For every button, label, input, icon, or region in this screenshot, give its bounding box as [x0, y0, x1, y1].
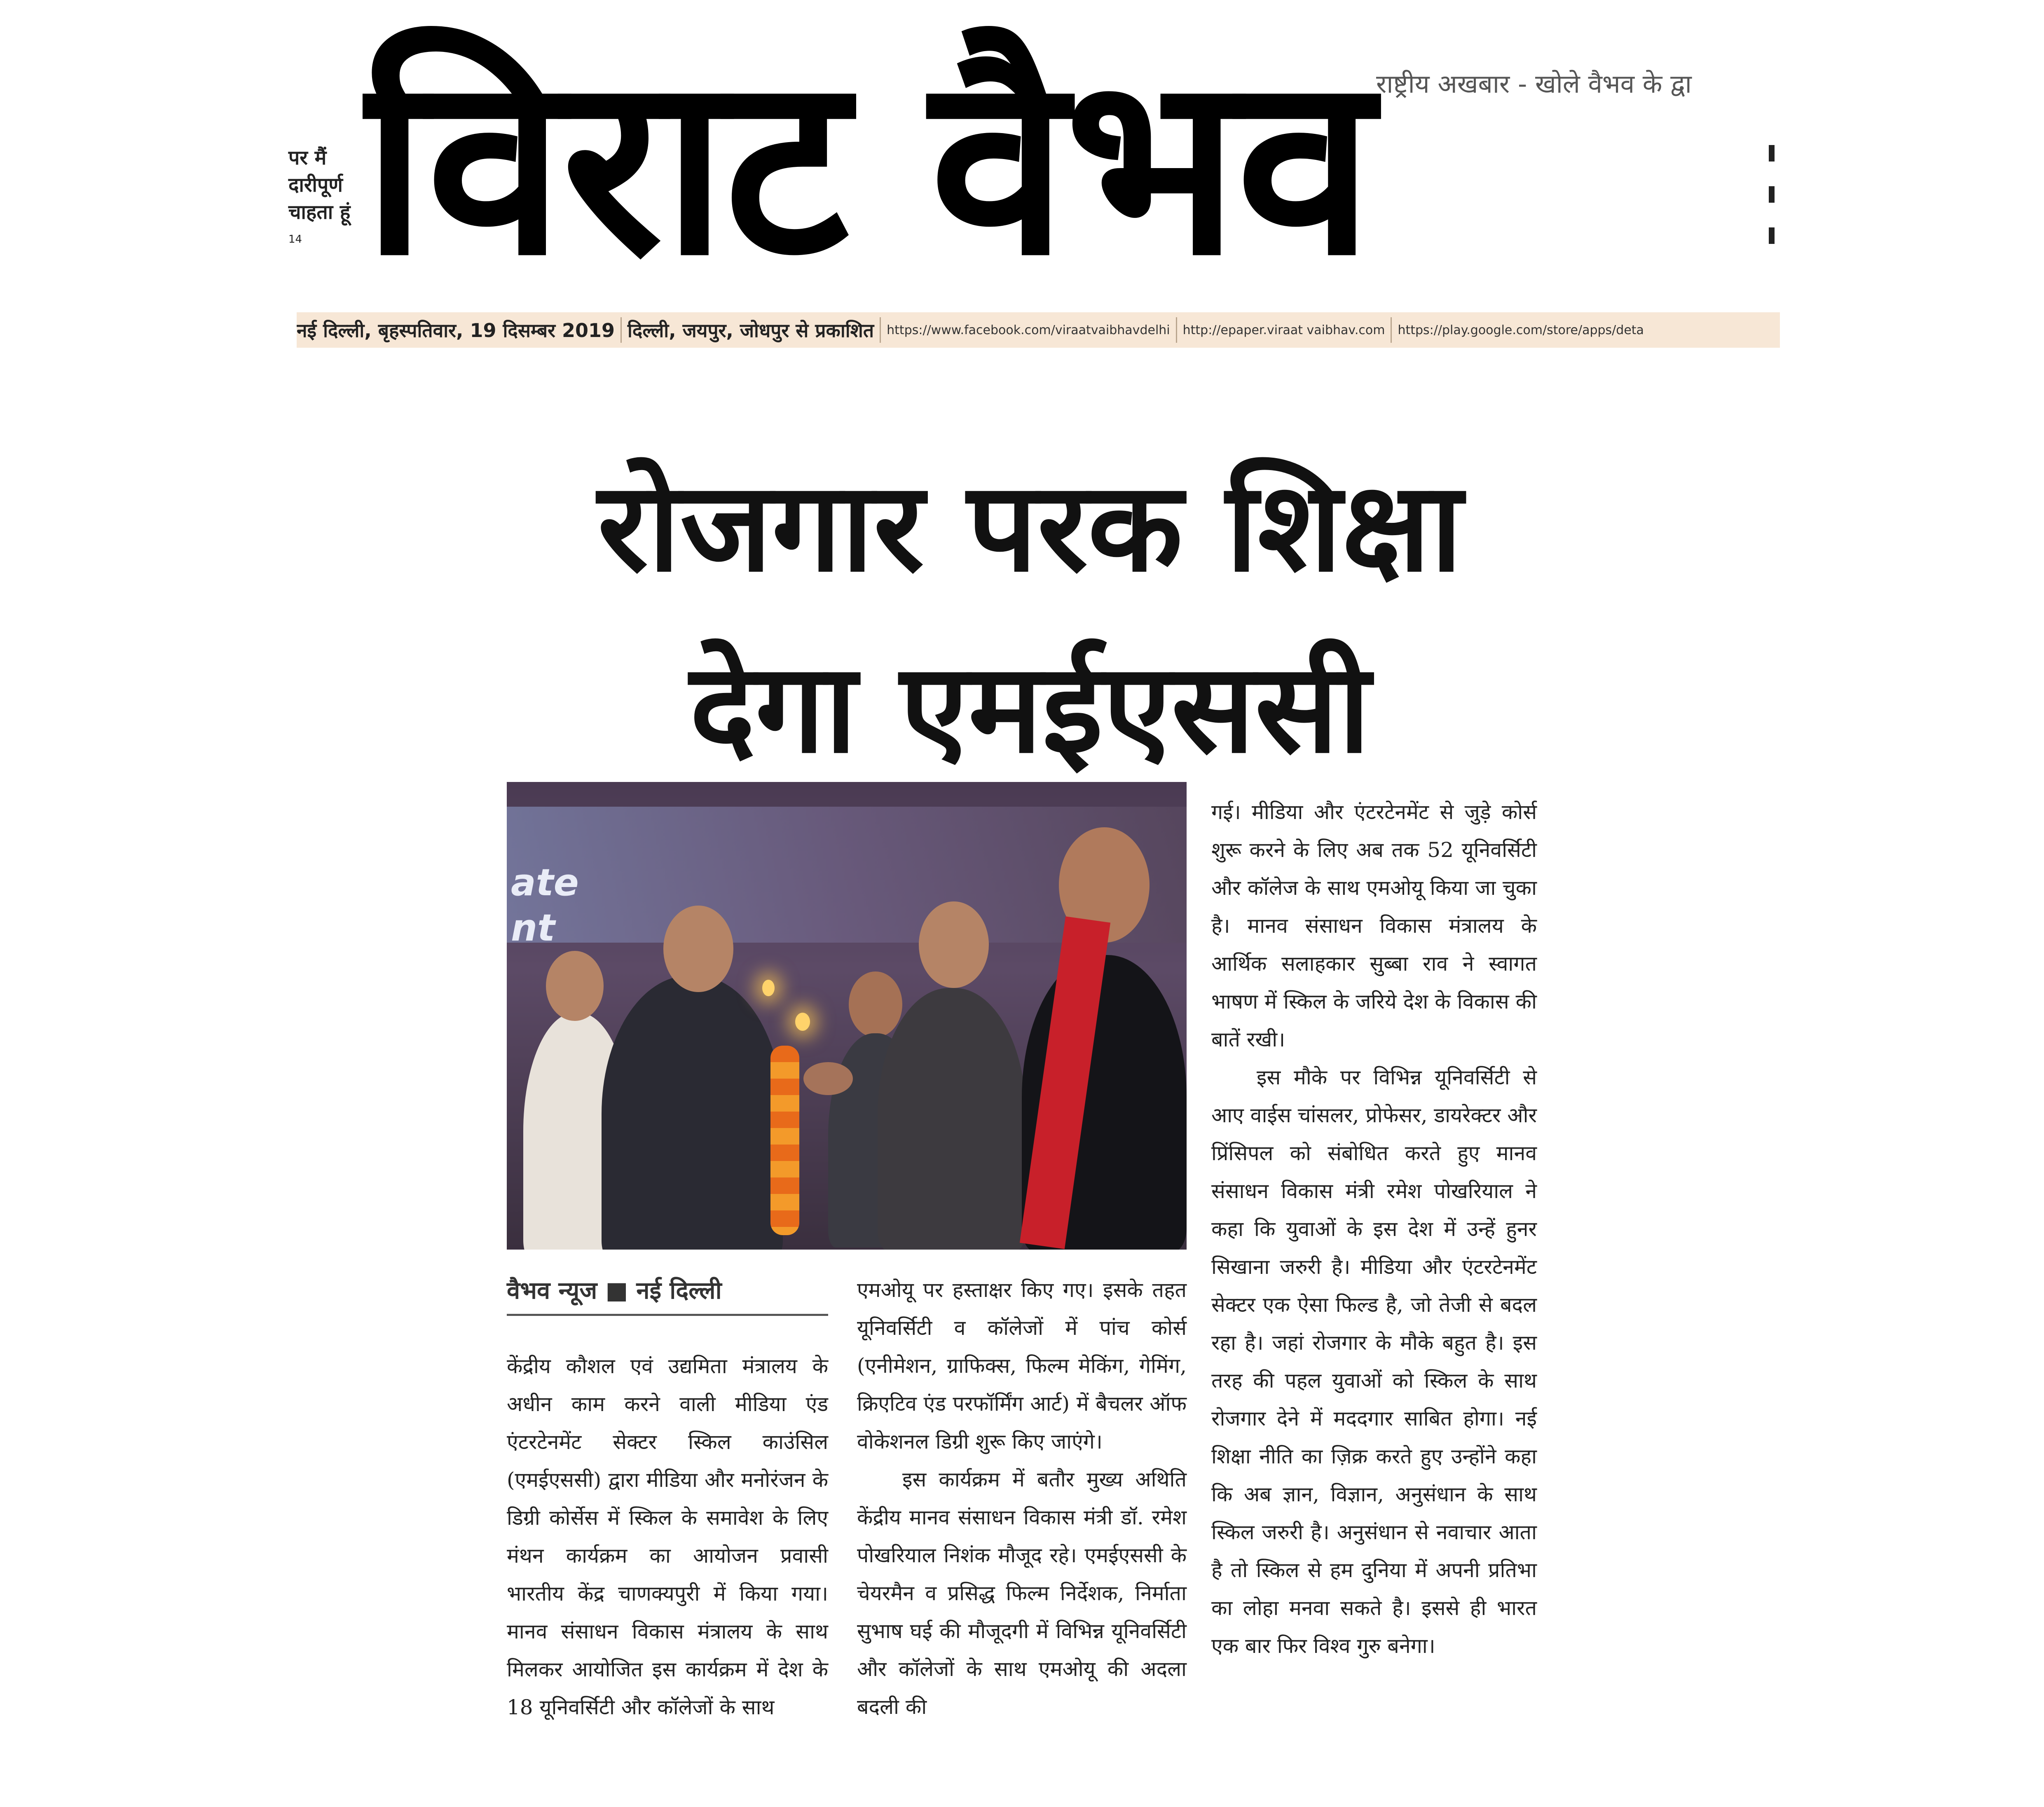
article-photo: [507, 782, 1187, 1250]
masthead-side-teaser: [288, 144, 371, 253]
person-figure: [602, 976, 783, 1250]
teaser-line: 14: [288, 233, 302, 246]
divider: [620, 317, 622, 343]
person-head: [663, 906, 733, 992]
teaser-line: दारीपूर्ण: [288, 173, 343, 197]
lamp-flame-icon: [795, 1013, 810, 1031]
masthead-side-right-teaser: [1761, 136, 1780, 284]
article-headline-line1: रोजगार परक शिक्षा: [597, 455, 1463, 599]
dateline-bar: [297, 312, 1780, 348]
marigold-garland: [770, 1046, 799, 1235]
person-head: [849, 971, 902, 1037]
lamp-flame-icon: [762, 980, 775, 996]
paragraph: इस कार्यक्रम में बतौर मुख्य अथिति केंद्रीय मानव संसाधन विकास मंत्री डॉ. रमेश पोखरियाल निशंक मौजूद रहे। एमईएससी के चेयरमैन व प्रसिद्ध फिल्म निर्देशक, निर्माता सुभाष घई की मौजूदगी में विभिन्न यूनिवर्सिटी और कॉलेजों के साथ एमओयू की अदला बदली की: [857, 1468, 1187, 1719]
epaper-url: http://epaper.viraat vaibhav.com: [1182, 323, 1385, 337]
teaser-fragment: [1769, 227, 1775, 244]
person-hand: [803, 1062, 853, 1095]
person-figure: [878, 988, 1026, 1250]
paragraph: इस मौके पर विभिन्न यूनिवर्सिटी से आए वाईस चांसलर, प्रोफेसर, डायरेक्टर और प्रिंसिपल को संबोधित करते हुए मानव संसाधन विकास मंत्री रमेश पोखरियाल ने कहा कि युवाओं के इस देश में उन्हें हुनर सिखाना जरुरी है। मीडिया और एंटरटेनमेंट सेक्टर एक ऐसा फिल्ड है, जो तेजी से बदल रहा है। जहां रोजगार के मौके बहुत है। इस तरह की पहल युवाओं को स्किल के साथ रोजगार देने में मददगार साबित होगा। नई शिक्षा नीति का ज़िक्र करते हुए उन्होंने कहा कि अब ज्ञान, विज्ञान, अनुसंधान के साथ स्किल जरुरी है। अनुसंधान से नवाचार आता है तो स्किल से हम दुनिया में अपनी प्रतिभा का लोहा मनवा सकते है। इससे ही भारत एक बार फिर विश्व गुरु बनेगा।: [1211, 1065, 1537, 1658]
masthead-tagline: राष्ट्रीय अखबार - खोले वैभव के द्वा: [1376, 69, 1692, 99]
teaser-line: चाहता हूं: [288, 201, 351, 224]
facebook-url: https://www.facebook.com/viraatvaibhavdelhi: [887, 323, 1170, 337]
article-byline: वैभव न्यूज ■ नई दिल्ली: [507, 1273, 828, 1316]
teaser-fragment: [1769, 145, 1775, 162]
teaser-fragment: [1769, 186, 1775, 203]
teaser-line: पर मैं: [288, 146, 327, 169]
person-head: [919, 901, 989, 988]
divider: [1176, 317, 1177, 343]
dateline: नई दिल्ली, बृहस्पतिवार, 19 दिसम्बर 2019: [297, 319, 615, 342]
backdrop-text: ate nt: [511, 861, 579, 950]
paragraph: गई। मीडिया और एंटरटेनमेंट से जुड़े कोर्स शुरू करने के लिए अब तक 52 यूनिवर्सिटी और कॉलेज के साथ एमओयू किया जा चुका है। मानव संसाधन विकास मंत्रालय के आर्थिक सलाहकार सुब्बा राव ने स्वागत भाषण में स्किल के जरिये देश के विकास की बातें रखी।: [1211, 800, 1537, 1051]
article-column-2: [857, 1271, 1187, 1726]
play-store-url: https://play.google.com/store/apps/deta: [1398, 323, 1644, 337]
article-headline-line2: देगा एमईएससी: [689, 637, 1371, 780]
person-head: [546, 951, 604, 1021]
paragraph: एमओयू पर हस्ताक्षर किए गए। इसके तहत यूनिवर्सिटी व कॉलेजों में पांच कोर्स (एनीमेशन, ग्राफिक्स, फिल्म मेकिंग, गेमिंग, क्रिएटिव एंड परफॉर्मिंग आर्ट) में बैचलर ऑफ वोकेशनल डिग्री शुरू किए जाएंगे।: [857, 1278, 1187, 1454]
editions-line: दिल्ली, जयपुर, जोधपुर से प्रकाशित: [627, 319, 874, 342]
divider: [1391, 317, 1392, 343]
divider: [880, 317, 881, 343]
newspaper-masthead-title: विराट वैभव: [363, 19, 1372, 310]
article-column-1: [507, 1347, 828, 1726]
paragraph: केंद्रीय कौशल एवं उद्यमिता मंत्रालय के अधीन काम करने वाली मीडिया एंड एंटरटेनमेंट सेक्टर स्किल काउंसिल (एमईएससी) द्वारा मीडिया और मनोरंजन के डिग्री कोर्सेस में स्किल के समावेश के लिए मंथन कार्यक्रम का आयोजन प्रवासी भारतीय केंद्र चाणक्यपुरी में किया गया। मानव संसाधन विकास मंत्रालय के साथ मिलकर आयोजित इस कार्यक्रम में देश के 18 यूनिवर्सिटी और कॉलेजों के साथ: [507, 1354, 828, 1719]
article-column-3: [1211, 793, 1537, 1665]
